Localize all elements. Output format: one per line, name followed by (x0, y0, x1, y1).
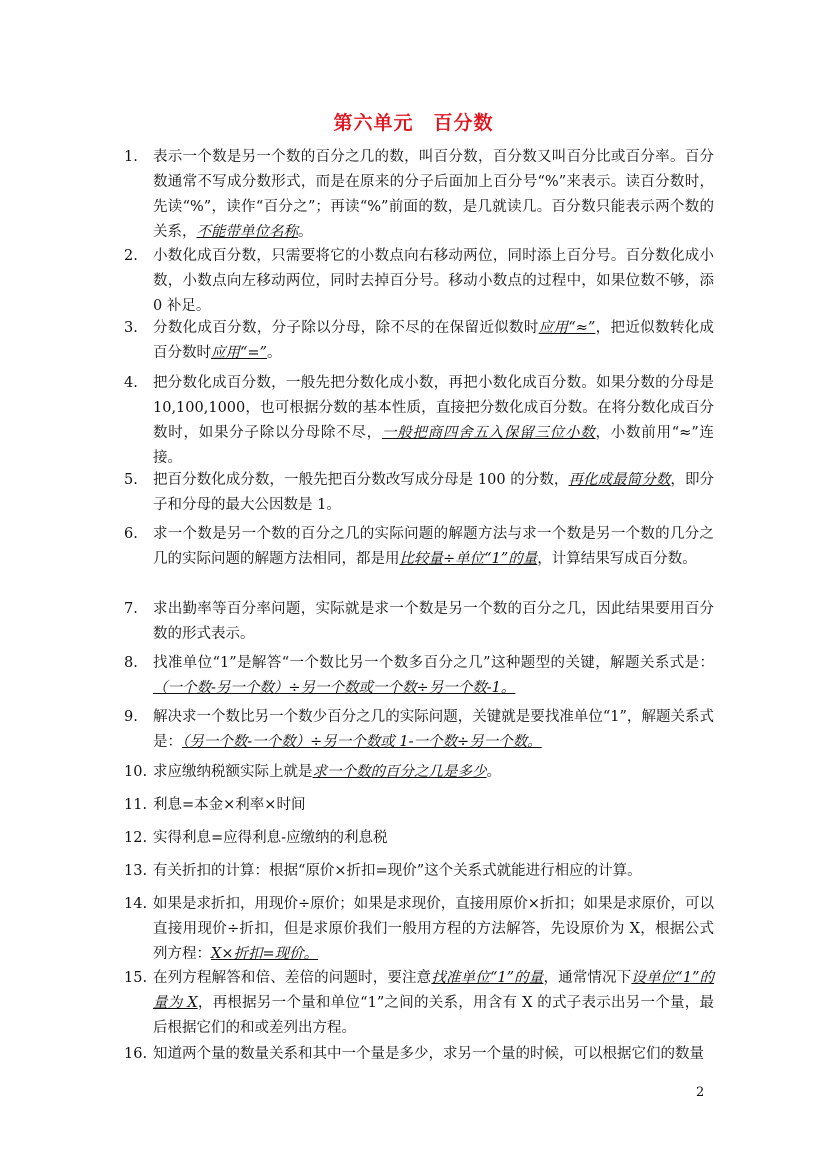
item-number: 3. (124, 320, 138, 336)
item-number: 14. (124, 896, 148, 912)
key-point: 应用“=” (211, 345, 267, 361)
list-item (124, 826, 714, 851)
item-text: 利息=本金×利率×时间 (153, 797, 306, 813)
list-item (124, 892, 714, 967)
list-item (124, 760, 714, 785)
item-number: 10. (124, 764, 148, 780)
key-point: 不能带单位名称 (196, 224, 298, 240)
list-item (124, 859, 714, 884)
key-point: （一个数-另一个数）÷另一个数或一个数÷另一个数-1。 (153, 680, 516, 696)
item-number: 13. (124, 863, 148, 879)
item-number: 7. (124, 601, 138, 617)
item-text: 把分数化成百分数，一般先把分数化成小数，再把小数化成百分数。如果分数的分母是 10,100,1000，也可根据分数的基本性质，直接把分数化成百分数。在将分数化成百分数时，如果分子除以分母除不尽，一般把商四舍五入保留三位小数，小数前用“≈”连接。 (153, 375, 715, 466)
item-text: 求出勤率等百分率问题，实际就是求一个数是另一个数的百分之几，因此结果要用百分数的形式表示。 (153, 601, 714, 642)
list-item (124, 468, 714, 518)
item-number: 4. (124, 375, 138, 391)
item-text: 把百分数化成分数，一般先把百分数改写成分母是 100 的分数，再化成最简分数，即分子和分母的最大公因数是 1。 (153, 472, 715, 513)
page-title: 第六单元 百分数 (333, 112, 494, 134)
list-item (124, 793, 714, 818)
item-text: 分数化成百分数，分子除以分母，除不尽的在保留近似数时应用“≈”，把近似数转化成百分数时应用“=”。 (153, 320, 715, 361)
item-number: 9. (124, 709, 138, 725)
item-number: 5. (124, 472, 138, 488)
item-text: 知道两个量的数量关系和其中一个量是多少，求另一个量的时候，可以根据它们的数量 (153, 1046, 704, 1062)
item-text: 有关折扣的计算：根据“原价×折扣=现价”这个关系式就能进行相应的计算。 (153, 863, 642, 879)
item-text: 在列方程解答和倍、差倍的问题时，要注意找准单位“1”的量，通常情况下设单位“1”的量为 X，再根据另一个量和单位“1”之间的关系，用含有 X 的式子表示出另一个量，最后根据它们的和或差列出方程。 (153, 970, 715, 1036)
item-text: 表示一个数是另一个数的百分之几的数，叫百分数，百分数又叫百分比或百分率。百分数通常不写成分数形式，而是在原来的分子后面加上百分号“%”来表示。读百分数时，先读“%”，读作“百分之”；再读“%”前面的数，是几就读几。百分数只能表示两个数的关系，不能带单位名称。 (153, 149, 714, 240)
item-number: 1. (124, 149, 138, 165)
page-number: 2 (696, 1085, 705, 1100)
list-item (124, 522, 714, 572)
list-item (124, 597, 714, 647)
item-text: 小数化成百分数，只需要将它的小数点向右移动两位，同时添上百分号。百分数化成小数，小数点向左移动两位，同时去掉百分号。移动小数点的过程中，如果位数不够，添 0 补足。 (153, 248, 714, 314)
item-text: 找准单位“1”是解答“一个数比另一个数多百分之几”这种题型的关键，解题关系式是：（一个数-另一个数）÷另一个数或一个数÷另一个数-1。 (153, 655, 714, 696)
list-item (124, 316, 714, 366)
list-item (124, 1042, 714, 1067)
list-item (124, 244, 714, 319)
key-point: 比较量÷单位“1”的量 (399, 551, 538, 567)
list-item (124, 371, 714, 471)
item-text: 实得利息=应得利息-应缴纳的利息税 (153, 830, 388, 846)
item-number: 6. (124, 526, 138, 542)
item-number: 8. (124, 655, 138, 671)
item-text: 如果是求折扣，用现价÷原价；如果是求现价，直接用原价×折扣；如果是求原价，可以直接用现价÷折扣，但是求原价我们一般用方程的方法解答，先设原价为 X，根据公式列方程：X×折扣=现价。 (153, 896, 714, 962)
key-point: 设单位“1”的量为 X (153, 970, 715, 1011)
list-item (124, 145, 714, 245)
item-text: 解决求一个数比另一个数少百分之几的实际问题，关键就是要找准单位“1”，解题关系式是：（另一个数-一个数）÷另一个数或 1-一个数÷另一个数。 (153, 709, 714, 750)
item-number: 12. (124, 830, 148, 846)
key-point: 应用“≈” (538, 320, 596, 336)
list-item (124, 651, 714, 701)
item-number: 16. (124, 1046, 148, 1062)
item-number: 2. (124, 248, 138, 264)
item-text: 求一个数是另一个数的百分之几的实际问题的解题方法与求一个数是另一个数的几分之几的实际问题的解题方法相同，都是用比较量÷单位“1”的量，计算结果写成百分数。 (153, 526, 714, 567)
item-text: 求应缴纳税额实际上就是求一个数的百分之几是多少。 (153, 764, 501, 780)
list-item (124, 966, 714, 1041)
item-number: 15. (124, 970, 148, 986)
key-point: 找准单位“1”的量 (431, 970, 544, 986)
key-point: （另一个数-一个数）÷另一个数或 1-一个数÷另一个数。 (182, 734, 542, 750)
list-item (124, 705, 714, 755)
key-point: X×折扣=现价。 (211, 946, 319, 962)
key-point: 一般把商四舍五入保留三位小数 (381, 425, 596, 441)
item-number: 11. (124, 797, 148, 813)
key-point: 再化成最简分数 (568, 472, 671, 488)
key-point: 求一个数的百分之几是多少 (312, 764, 487, 780)
